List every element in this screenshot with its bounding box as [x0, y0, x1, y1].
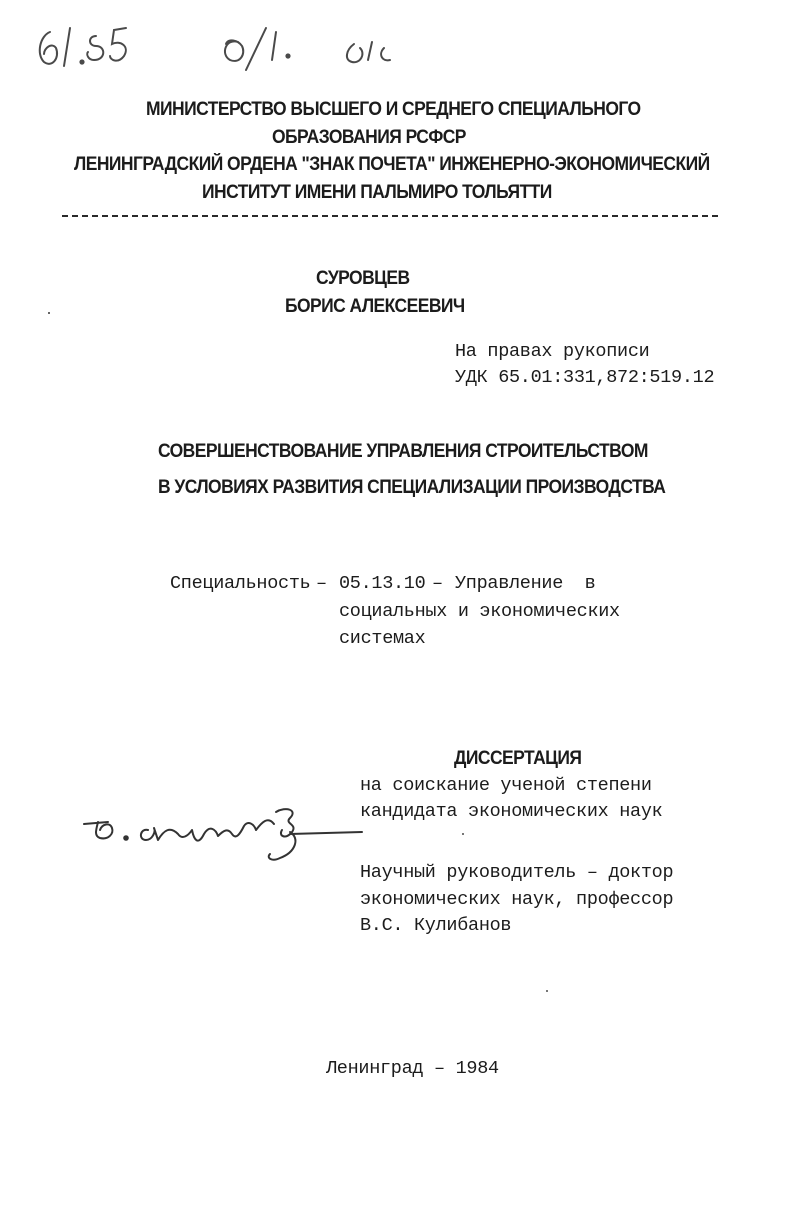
udk-code: УДК 65.01:331,872:519.12 — [455, 367, 715, 388]
handwritten-note-drawing — [30, 14, 450, 74]
header-divider — [62, 215, 718, 217]
handwritten-archive-note — [30, 14, 450, 74]
specialty-name-2: социальных и экономических — [339, 601, 620, 622]
supervisor-line-2: экономических наук, профессор — [360, 889, 674, 910]
specialty-name-1: Управление в — [455, 573, 596, 594]
specialty-dash: – — [316, 573, 327, 594]
specialty-name-3: системах — [339, 628, 426, 649]
specialty-code: 05.13.10 — [339, 573, 426, 594]
ministry-line-2: ОБРАЗОВАНИЯ РСФСР — [272, 127, 466, 148]
title-line-2: В УСЛОВИЯХ РАЗВИТИЯ СПЕЦИАЛИЗАЦИИ ПРОИЗВОДСТВА — [158, 477, 666, 498]
scan-speck — [48, 312, 50, 314]
scan-speck — [462, 833, 464, 835]
specialty-label: Специальность — [170, 573, 311, 594]
city-year: Ленинград – 1984 — [326, 1058, 499, 1079]
supervisor-name: В.С. Кулибанов — [360, 915, 512, 936]
manuscript-rights: На правах рукописи — [455, 341, 650, 362]
dissertation-heading: ДИССЕРТАЦИЯ — [454, 748, 582, 769]
institute-line-2: ИНСТИТУТ ИМЕНИ ПАЛЬМИРО ТОЛЬЯТТИ — [202, 182, 552, 203]
author-surname: СУРОВЦЕВ — [316, 268, 410, 289]
ministry-line: МИНИСТЕРСТВО ВЫСШЕГО И СРЕДНЕГО СПЕЦИАЛЬНОГО — [146, 99, 641, 120]
signature-drawing — [78, 800, 368, 874]
handwritten-signature — [78, 800, 368, 874]
degree-line-2: кандидата экономических наук — [360, 801, 663, 822]
title-line-1: СОВЕРШЕНСТВОВАНИЕ УПРАВЛЕНИЯ СТРОИТЕЛЬСТВОМ — [158, 441, 648, 462]
degree-line-1: на соискание ученой степени — [360, 775, 652, 796]
supervisor-line-1: Научный руководитель – доктор — [360, 862, 674, 883]
scan-speck — [546, 990, 548, 992]
institute-line: ЛЕНИНГРАДСКИЙ ОРДЕНА "ЗНАК ПОЧЕТА" ИНЖЕНЕРНО-ЭКОНОМИЧЕСКИЙ — [74, 154, 710, 175]
author-name: БОРИС АЛЕКСЕЕВИЧ — [285, 296, 465, 317]
specialty-dash-2: – — [432, 573, 443, 594]
